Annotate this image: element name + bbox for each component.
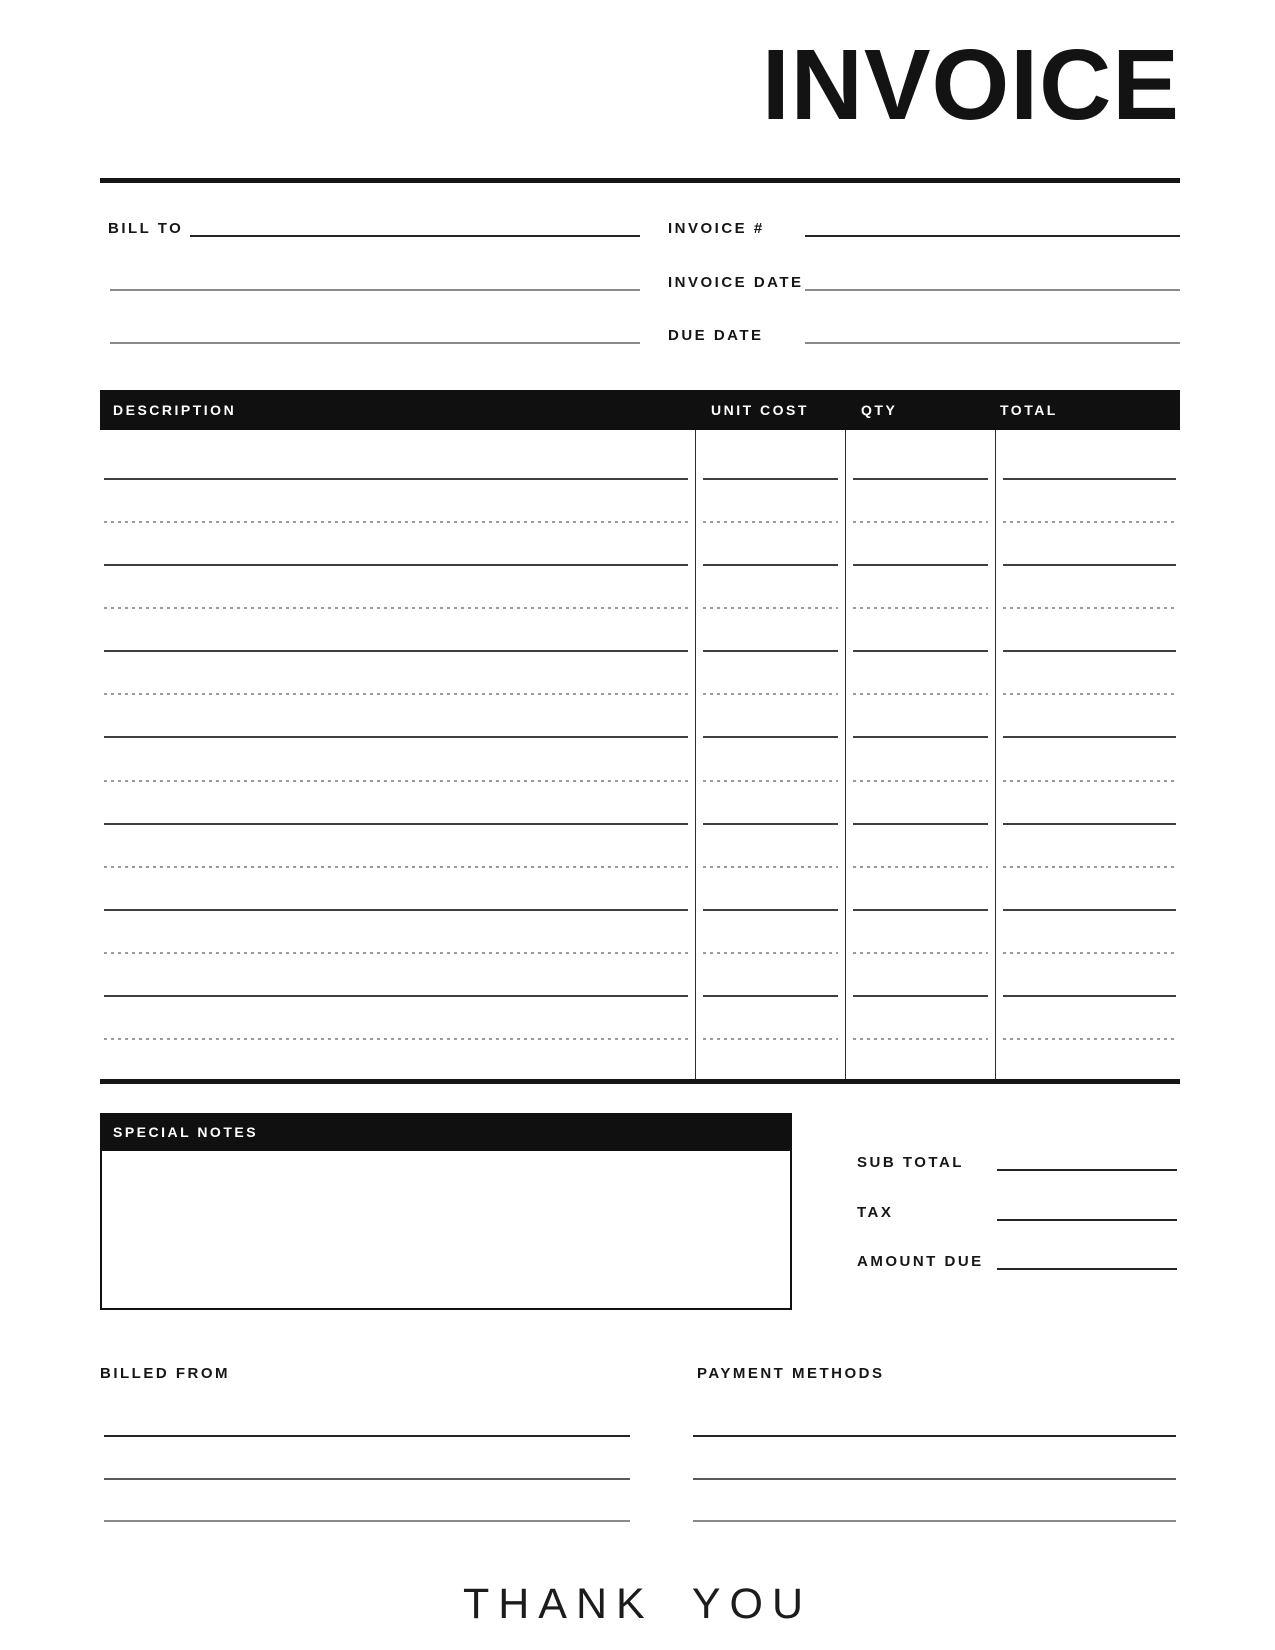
item-qty-line[interactable] xyxy=(853,521,988,523)
item-description-line[interactable] xyxy=(104,478,688,480)
items-table-header xyxy=(100,390,1180,430)
item-total-line[interactable] xyxy=(1003,521,1176,523)
column-separator-1 xyxy=(695,430,696,1081)
invoice-date-label: INVOICE DATE xyxy=(668,274,804,291)
item-qty-line[interactable] xyxy=(853,564,988,566)
invoice-number-line[interactable] xyxy=(805,235,1180,237)
page-title: INVOICE xyxy=(761,29,1180,141)
item-total-line[interactable] xyxy=(1003,736,1176,738)
bill-to-label: BILL TO xyxy=(108,220,184,237)
invoice-number-label: INVOICE # xyxy=(668,220,765,237)
item-unit-cost-line[interactable] xyxy=(703,866,838,868)
billed-from-line-3[interactable] xyxy=(104,1520,630,1522)
item-qty-line[interactable] xyxy=(853,823,988,825)
header-rule xyxy=(100,178,1180,183)
column-header-qty: QTY xyxy=(861,402,898,418)
item-description-line[interactable] xyxy=(104,909,688,911)
item-description-line[interactable] xyxy=(104,607,688,609)
item-unit-cost-line[interactable] xyxy=(703,693,838,695)
item-total-line[interactable] xyxy=(1003,909,1176,911)
item-description-line[interactable] xyxy=(104,1038,688,1040)
item-unit-cost-line[interactable] xyxy=(703,650,838,652)
item-unit-cost-line[interactable] xyxy=(703,607,838,609)
column-header-description: DESCRIPTION xyxy=(113,402,237,418)
item-description-line[interactable] xyxy=(104,780,688,782)
item-unit-cost-line[interactable] xyxy=(703,521,838,523)
amount-due-label: AMOUNT DUE xyxy=(857,1253,984,1270)
item-description-line[interactable] xyxy=(104,952,688,954)
tax-label: TAX xyxy=(857,1204,894,1221)
item-unit-cost-line[interactable] xyxy=(703,736,838,738)
table-bottom-rule xyxy=(100,1079,1180,1084)
item-description-line[interactable] xyxy=(104,650,688,652)
item-unit-cost-line[interactable] xyxy=(703,952,838,954)
item-unit-cost-line[interactable] xyxy=(703,909,838,911)
item-total-line[interactable] xyxy=(1003,650,1176,652)
payment-methods-line-1[interactable] xyxy=(693,1435,1176,1437)
item-qty-line[interactable] xyxy=(853,650,988,652)
bill-to-line-3[interactable] xyxy=(110,342,640,344)
billed-from-label: BILLED FROM xyxy=(100,1365,230,1382)
billed-from-line-1[interactable] xyxy=(104,1435,630,1437)
column-separator-2 xyxy=(845,430,846,1081)
item-total-line[interactable] xyxy=(1003,866,1176,868)
item-total-line[interactable] xyxy=(1003,780,1176,782)
item-qty-line[interactable] xyxy=(853,607,988,609)
thank-you-message: THANK YOU xyxy=(462,1580,813,1628)
item-description-line[interactable] xyxy=(104,564,688,566)
column-header-unit-cost: UNIT COST xyxy=(711,402,809,418)
item-unit-cost-line[interactable] xyxy=(703,823,838,825)
item-total-line[interactable] xyxy=(1003,478,1176,480)
bill-to-line-2[interactable] xyxy=(110,289,640,291)
item-unit-cost-line[interactable] xyxy=(703,1038,838,1040)
subtotal-label: SUB TOTAL xyxy=(857,1154,964,1171)
special-notes-label: SPECIAL NOTES xyxy=(113,1124,259,1140)
special-notes-header xyxy=(100,1113,792,1151)
item-total-line[interactable] xyxy=(1003,1038,1176,1040)
special-notes-box xyxy=(100,1113,792,1310)
item-total-line[interactable] xyxy=(1003,952,1176,954)
billed-from-line-2[interactable] xyxy=(104,1478,630,1480)
item-total-line[interactable] xyxy=(1003,693,1176,695)
amount-due-line[interactable] xyxy=(997,1268,1177,1270)
item-qty-line[interactable] xyxy=(853,693,988,695)
payment-methods-line-2[interactable] xyxy=(693,1478,1176,1480)
item-unit-cost-line[interactable] xyxy=(703,564,838,566)
item-qty-line[interactable] xyxy=(853,736,988,738)
special-notes-area[interactable] xyxy=(106,1155,786,1304)
item-total-line[interactable] xyxy=(1003,564,1176,566)
subtotal-line[interactable] xyxy=(997,1169,1177,1171)
bill-to-line-1[interactable] xyxy=(190,235,640,237)
item-qty-line[interactable] xyxy=(853,866,988,868)
item-description-line[interactable] xyxy=(104,995,688,997)
item-description-line[interactable] xyxy=(104,866,688,868)
item-qty-line[interactable] xyxy=(853,1038,988,1040)
payment-methods-line-3[interactable] xyxy=(693,1520,1176,1522)
item-qty-line[interactable] xyxy=(853,909,988,911)
item-qty-line[interactable] xyxy=(853,995,988,997)
column-header-total: TOTAL xyxy=(1000,402,1058,418)
item-qty-line[interactable] xyxy=(853,952,988,954)
due-date-label: DUE DATE xyxy=(668,327,764,344)
item-description-line[interactable] xyxy=(104,521,688,523)
item-total-line[interactable] xyxy=(1003,823,1176,825)
column-separator-3 xyxy=(995,430,996,1081)
item-qty-line[interactable] xyxy=(853,780,988,782)
item-unit-cost-line[interactable] xyxy=(703,478,838,480)
item-unit-cost-line[interactable] xyxy=(703,780,838,782)
item-total-line[interactable] xyxy=(1003,607,1176,609)
invoice-date-line[interactable] xyxy=(805,289,1180,291)
due-date-line[interactable] xyxy=(805,342,1180,344)
item-description-line[interactable] xyxy=(104,693,688,695)
payment-methods-label: PAYMENT METHODS xyxy=(697,1365,885,1382)
item-description-line[interactable] xyxy=(104,823,688,825)
tax-line[interactable] xyxy=(997,1219,1177,1221)
item-unit-cost-line[interactable] xyxy=(703,995,838,997)
item-total-line[interactable] xyxy=(1003,995,1176,997)
item-description-line[interactable] xyxy=(104,736,688,738)
item-qty-line[interactable] xyxy=(853,478,988,480)
